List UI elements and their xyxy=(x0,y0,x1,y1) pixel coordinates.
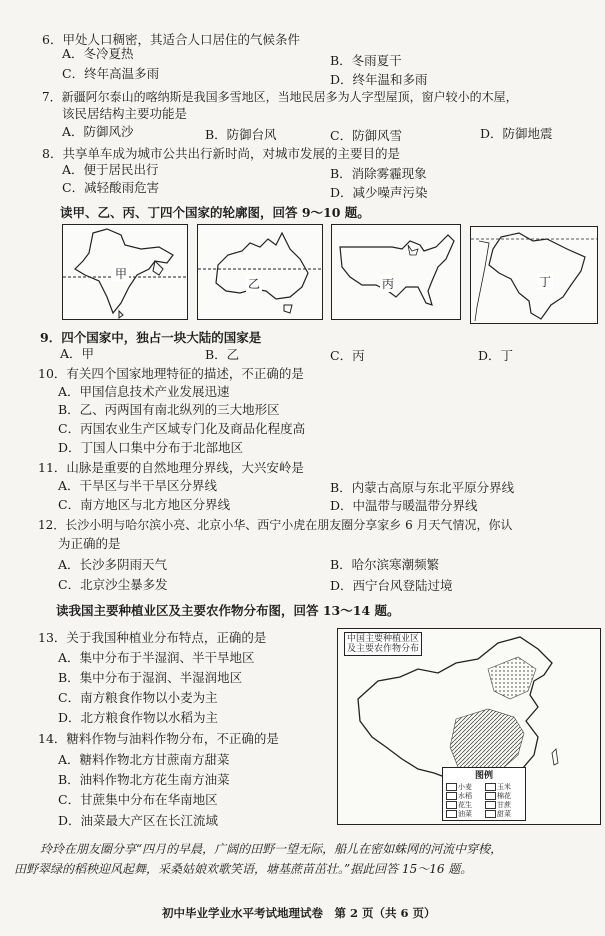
q12-option-b: B．哈尔滨寒潮频繁 xyxy=(330,557,440,572)
legend-item: 玉米 xyxy=(485,782,511,792)
q13-option-a: A．集中分布于半湿润、半干旱地区 xyxy=(58,650,255,665)
intro-15-16-line1: 玲玲在朋友圈分享“四月的早晨，广阔的田野一望无际，船儿在密如蛛网的河流中穿梭， xyxy=(40,842,503,856)
q6-option-a: A．冬冷夏热 xyxy=(62,46,134,61)
legend-item: 棉花 xyxy=(485,791,511,801)
q8-option-d: D．减少噪声污染 xyxy=(330,185,428,200)
q7-option-c: C．防御风雪 xyxy=(330,128,403,143)
map-label-ding: 丁 xyxy=(539,275,552,289)
q6-option-d: D．终年温和多雨 xyxy=(330,72,428,87)
q8-option-b: B．消除雾霾现象 xyxy=(330,166,427,181)
legend-title: 图例 xyxy=(474,771,493,781)
q10-option-d: D．丁国人口集中分布于北部地区 xyxy=(58,440,244,455)
map-label-yi: 乙 xyxy=(248,277,261,291)
q9-option-d: D．丁 xyxy=(478,348,514,363)
china-map-title: 中国主要种植业区 及主要农作物分布 xyxy=(344,632,422,656)
intro-13-14: 读我国主要种植业区及主要农作物分布图，回答 13～14 题。 xyxy=(56,603,400,618)
q12-option-d: D．西宁台风登陆过境 xyxy=(330,578,453,593)
q8-option-a: A．便于居民出行 xyxy=(62,162,159,177)
map-label-jia: 甲 xyxy=(115,267,128,281)
q11-stem: 11．山脉是重要的自然地理分界线，大兴安岭是 xyxy=(38,460,304,475)
q8-option-c: C．减轻酸雨危害 xyxy=(62,180,160,195)
q10-option-a: A．甲国信息技术产业发展迅速 xyxy=(58,384,230,399)
map-bing-usa xyxy=(331,224,461,320)
q7-stem-line2: 该民居结构主要功能是 xyxy=(62,106,188,121)
q6-stem: 6．甲处人口稠密，其适合人口居住的气候条件 xyxy=(42,32,300,47)
q11-option-c: C．南方地区与北方地区分界线 xyxy=(58,497,231,512)
intro-15-16-line2: 田野翠绿的稻秧迎风起舞，采桑姑娘欢歌笑语，塘基蔗苗茁壮。”据此回答 15～16 题。 xyxy=(14,862,473,876)
map-yi-australia xyxy=(197,224,323,320)
map-ding-brazil xyxy=(470,226,598,324)
intro-9-10: 读甲、乙、丙、丁四个国家的轮廓图，回答 9～10 题。 xyxy=(60,205,370,220)
legend-item: 甘蔗 xyxy=(485,800,511,810)
china-crop-map xyxy=(337,628,601,825)
q10-stem: 10．有关四个国家地理特征的描述，不正确的是 xyxy=(38,366,304,381)
q13-option-b: B．集中分布于湿润、半湿润地区 xyxy=(58,670,243,685)
q12-option-c: C．北京沙尘暴多发 xyxy=(58,577,168,592)
q9-option-c: C．丙 xyxy=(330,348,365,363)
q14-stem: 14．糖料作物与油料作物分布，不正确的是 xyxy=(38,731,279,746)
q13-option-d: D．北方粮食作物以水稻为主 xyxy=(58,710,219,725)
q7-option-d: D．防御地震 xyxy=(480,126,553,141)
q9-stem: 9．四个国家中，独占一块大陆的国家是 xyxy=(40,330,262,345)
usa-outline xyxy=(332,225,460,319)
q9-option-a: A．甲 xyxy=(60,346,95,361)
legend-item: 水稻 xyxy=(446,791,472,801)
brazil-outline xyxy=(471,227,597,323)
q14-option-a: A．糖料作物北方甘蔗南方甜菜 xyxy=(58,752,230,767)
q10-option-b: B．乙、丙两国有南北纵列的三大地形区 xyxy=(58,402,280,417)
q14-option-b: B．油料作物北方花生南方油菜 xyxy=(58,772,230,787)
q11-option-a: A．干旱区与半干旱区分界线 xyxy=(58,478,218,493)
china-map-legend xyxy=(442,767,526,821)
q12-stem-line1: 12．长沙小明与哈尔滨小亮、北京小华、西宁小虎在朋友圈分享家乡 6 月天气情况，你认 xyxy=(38,518,513,532)
q8-stem: 8．共享单车成为城市公共出行新时尚，对城市发展的主要目的是 xyxy=(42,146,400,161)
legend-item: 甜菜 xyxy=(485,809,511,819)
map-jia-india xyxy=(62,224,188,320)
q10-option-c: C．丙国农业生产区域专门化及商品化程度高 xyxy=(58,421,306,436)
q7-option-a: A．防御风沙 xyxy=(62,124,134,139)
legend-item: 小麦 xyxy=(446,782,472,792)
q11-option-d: D．中温带与暖温带分界线 xyxy=(330,498,478,513)
q14-option-d: D．油菜最大产区在长江流域 xyxy=(58,813,219,828)
q6-option-b: B．冬雨夏干 xyxy=(330,53,402,68)
legend-item: 油菜 xyxy=(446,809,472,819)
q7-option-b: B．防御台风 xyxy=(205,127,277,142)
q7-stem-line1: 7．新疆阿尔泰山的喀纳斯是我国多雪地区，当地民居多为人字型屋顶，窗户较小的木屋， xyxy=(42,90,518,104)
q11-option-b: B．内蒙古高原与东北平原分界线 xyxy=(330,480,515,495)
q9-option-b: B．乙 xyxy=(205,347,240,362)
legend-item: 花生 xyxy=(446,800,472,810)
q12-stem-line2: 为正确的是 xyxy=(58,536,121,551)
map-label-bing: 丙 xyxy=(382,277,395,291)
australia-outline xyxy=(198,225,322,319)
q12-option-a: A．长沙多阴雨天气 xyxy=(58,557,168,572)
q14-option-c: C．甘蔗集中分布在华南地区 xyxy=(58,792,218,807)
q13-option-c: C．南方粮食作物以小麦为主 xyxy=(58,690,218,705)
q6-option-c: C．终年高温多雨 xyxy=(62,66,160,81)
page-footer: 初中毕业学业水平考试地理试卷 第 2 页（共 6 页） xyxy=(162,906,436,920)
q13-stem: 13．关于我国种植业分布特点，正确的是 xyxy=(38,630,267,645)
